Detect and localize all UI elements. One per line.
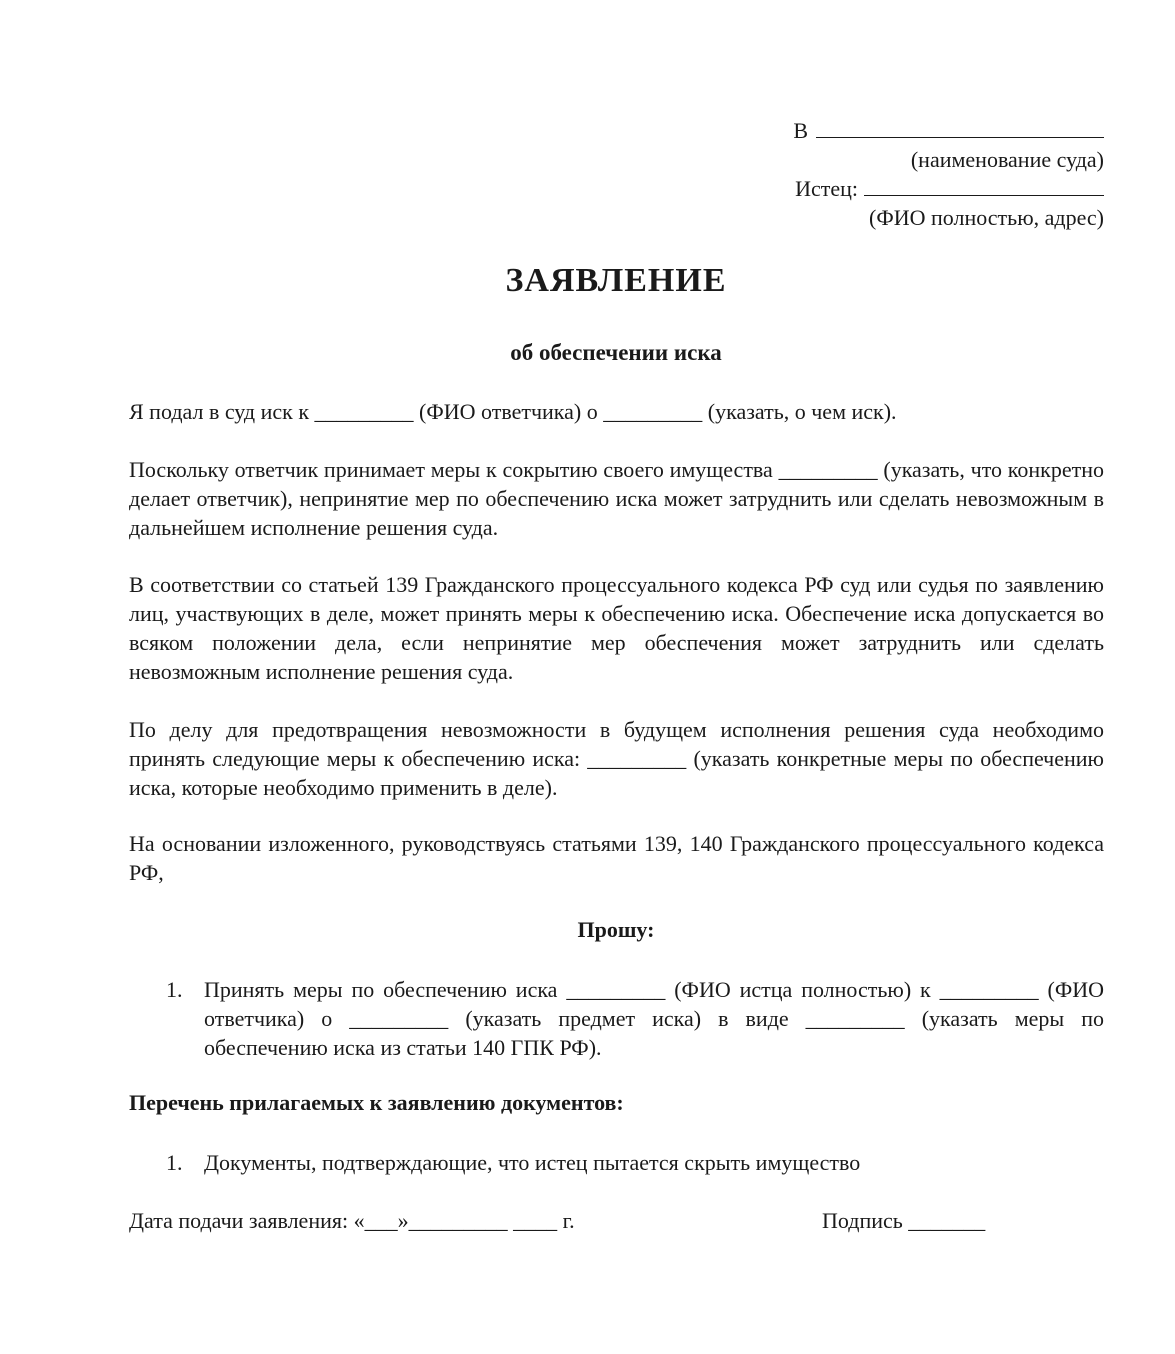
signature: Подпись _______ <box>822 1208 986 1233</box>
court-name-blank <box>816 119 1104 138</box>
list-item-number: 1. <box>166 977 183 1002</box>
request-heading: Прошу: <box>577 917 655 942</box>
court-row <box>764 116 1104 145</box>
plaintiff-blank <box>864 177 1104 196</box>
document-subtitle: об обеспечении иска <box>510 340 722 365</box>
list-item-text: Принять меры по обеспечению иска _________ (ФИО истца полностью) к _________ (ФИО ответчика) о _________ (указать предмет иска) в виде _________ (указать меры по обеспечению иска из статьи 140 ГПК РФ). <box>204 977 1104 1060</box>
plaintiff-hint: (ФИО полностью, адрес) <box>869 205 1104 230</box>
list-item <box>129 1148 1104 1177</box>
attachments-heading: Перечень прилагаемых к заявлению документов: <box>129 1090 624 1115</box>
paragraph: По делу для предотвращения невозможности в будущем исполнения решения суда необходимо принять следующие меры к обеспечению иска: _________ (указать конкретные меры по обеспечению иска, которые необходимо применить в деле). <box>129 717 1104 800</box>
paragraph: На основании изложенного, руководствуясь статьями 139, 140 Гражданского процессуального кодекса РФ, <box>129 831 1104 885</box>
paragraph: Я подал в суд иск к _________ (ФИО ответчика) о _________ (указать, о чем иск). <box>129 399 897 424</box>
plaintiff-prefix: Истец: <box>795 176 858 201</box>
list-item <box>129 975 1104 1062</box>
paragraph: В соответствии со статьей 139 Гражданского процессуального кодекса РФ суд или судья по заявлению лиц, участвующих в деле, может принять меры к обеспечению иска. Обеспечение иска допускается во всяком положении дела, если непринятие мер обеспечения может затруднить или сделать невозможным исполнение решения суда. <box>129 572 1104 684</box>
document-title: ЗАЯВЛЕНИЕ <box>505 262 727 299</box>
paragraph: Поскольку ответчик принимает меры к сокрытию своего имущества _________ (указать, что конкретно делает ответчик), непринятие мер по обеспечению иска может затруднить или сделать невозможным в дальнейшем исполнение решения суда. <box>129 457 1104 540</box>
request-list <box>129 975 1104 1062</box>
list-item-text: Документы, подтверждающие, что истец пытается скрыть имущество <box>204 1150 861 1175</box>
list-item-number: 1. <box>166 1150 183 1175</box>
filing-date: Дата подачи заявления: «___»_________ ____ г. <box>129 1208 575 1233</box>
court-prefix: В <box>793 118 808 143</box>
plaintiff-row <box>764 174 1104 203</box>
attachments-list <box>129 1148 1104 1177</box>
addressee-block <box>764 116 1104 232</box>
court-hint: (наименование суда) <box>910 147 1104 172</box>
